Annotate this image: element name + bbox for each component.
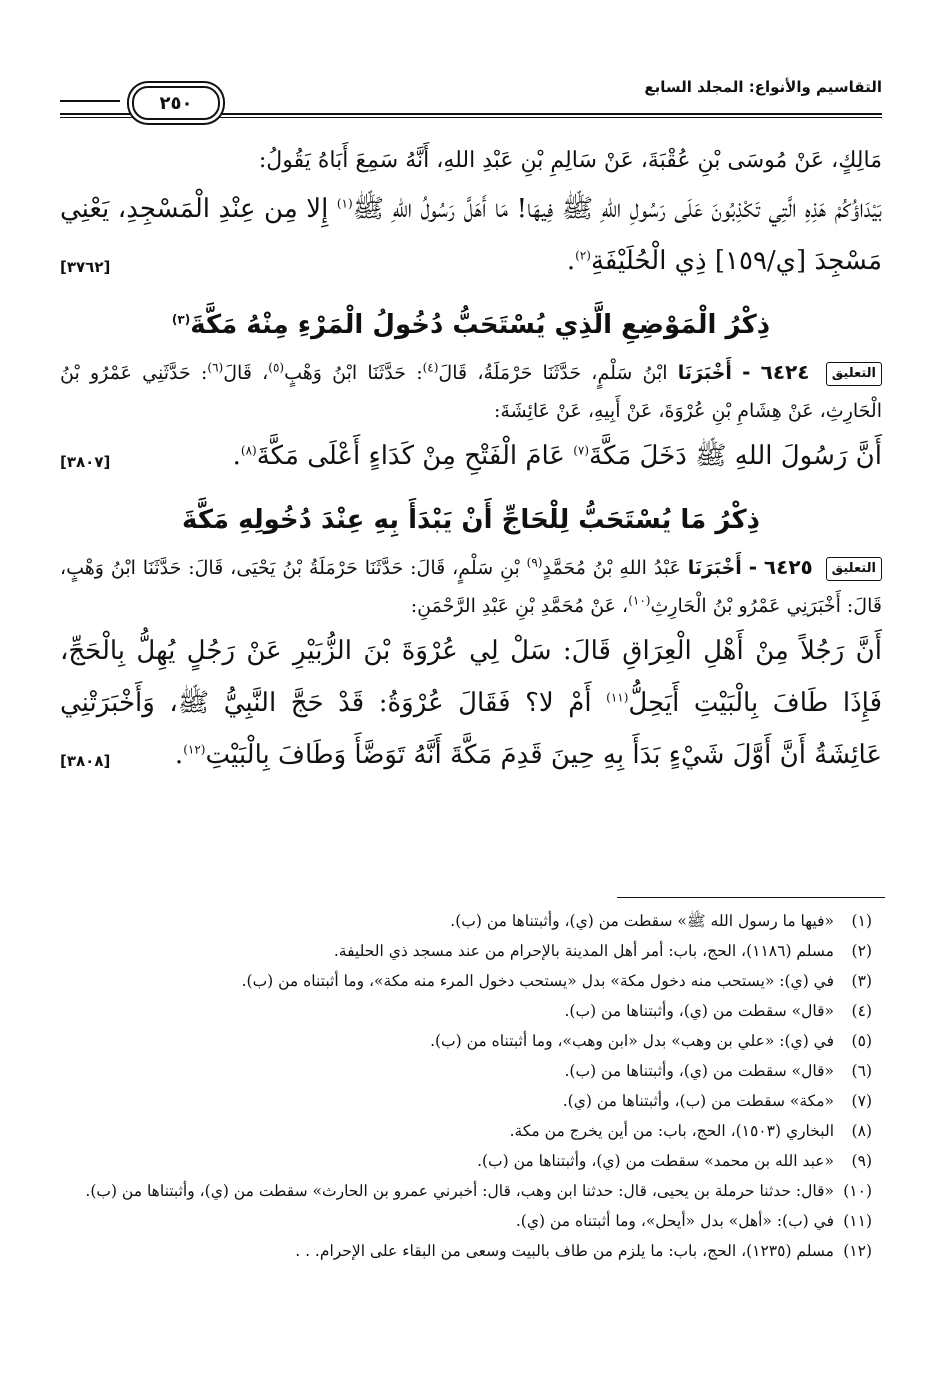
footnote-mark: (٥) [268,360,285,375]
chapter-heading [60,301,882,349]
footnote [60,966,872,996]
text-run: ابْنُ سَلْمٍ، حَدَّثَنَا حَرْمَلَةُ، قَالَ [438,362,668,384]
akhbarana-word: أَخْبَرَنَا [677,362,732,384]
text-run: حَدَّثَنِي عَمْرُو بْنُ الْحَارِثِ، عَنْ هِشَامِ بْنِ عُرْوَةَ، عَنْ أَبِيهِ، عَنْ عَائِشَةَ: [60,362,882,422]
footnote-number: (١٠) [843,1182,872,1200]
footnote-text: «قال» سقطت من (ي)، وأثبتناها من (ب). [564,1002,834,1020]
hadith-reference: [٣٨٠٨] [60,752,111,770]
footnote-number: (٧) [851,1092,872,1110]
footnote-mark: (٦) [207,360,224,375]
footnote [60,1026,872,1056]
footnote-text: مسلم (١١٨٦)، الحج، باب: أمر أهل المدينة بالإحرام من عند مسجد ذي الحليفة. [333,942,834,960]
paragraph-matn: بَيْدَاؤُكُمْ هَذِهِ الَّتِي تَكْذِبُونَ عَلَى رَسُولِ اللهِ ﷺ فِيهَا! مَا أَهَلَّ رَسُولُ اللهِ ﷺ$^{(١)}$ إِلا مِن عِنْدِ الْمَسْجِدِ، يَعْنِي مَسْجِدَ [ي/١٥٩] ذِي الْحُلَيْفَةِ$^{(٢)}$. [٣٧٦٢] [60,183,882,287]
text-run: . [232,441,241,471]
text-run: أَنَّ رَسُولَ اللهِ ﷺ دَخَلَ مَكَّةَ [589,441,882,471]
text-run: : [201,362,208,384]
footnote-mark: (١١) [606,690,629,705]
footnote [60,1206,872,1236]
footnote-number: (١١) [843,1212,872,1230]
footnotes [60,906,872,1266]
footnote-number: (٩) [851,1152,872,1170]
footnote-mark: (١٢) [183,742,206,757]
chapter-heading [60,496,882,544]
text-run: بَيْدَاؤُكُمْ هَذِهِ الَّتِي تَكْذِبُونَ عَلَى رَسُولِ اللهِ ﷺ فِيهَا! مَا أَهَلَّ رَسُولُ اللهِ ﷺ [352,194,883,224]
text-run: عَامَ الْفَتْحِ مِنْ كَدَاءٍ أَعْلَى مَكَّةَ [256,441,565,471]
text-run: : حَدَّثَنَا ابْنُ وَهْبٍ [284,362,423,384]
hadith-chain: التعليق ٦٤٢٥ - أَخْبَرَنَا عَبْدُ اللهِ بْنُ مُحَمَّدٍ$^{(٩)}$ بْنِ سَلْمٍ، قَالَ: حَدَّثَنَا حَرْمَلَةُ بْنُ يَحْيَى، قَالَ: حَدَّثَنَا ابْنُ وَهْبٍ، قَالَ: أَخْبَرَنِي عَمْرُو بْنُ الْحَارِثِ$^{(١٠)}$، عَنْ مُحَمَّدِ بْنِ عَبْدِ الرَّحْمَنِ: [60,555,882,617]
header-rule-left [60,100,120,102]
paragraph-continuation [60,138,882,183]
footnote-mark: (٤) [422,360,439,375]
footnote [60,1086,872,1116]
taliq-badge: التعليق [826,557,882,581]
text-run: أَمْ لا؟ فَقَالَ عُرْوَةُ: قَدْ حَجَّ النَّبِيُّ ﷺ، وَأَخْبَرَتْنِي عَائِشَةُ أَنَّ أَوَّلَ شَيْءٍ بَدَأَ بِهِ حِينَ قَدِمَ مَكَّةَ أَنَّهُ تَوَضَّأَ وَطَافَ بِالْبَيْتِ [60,688,882,770]
footnote-mark: (٩) [526,555,543,570]
footnote-text: مسلم (١٢٣٥)، الحج، باب: ما يلزم من طاف بالبيت وسعى من البقاء على الإحرام. . . [295,1242,834,1260]
footnote-mark: (١٠) [628,593,651,608]
text-run: ، قَالَ [223,362,269,384]
chapter-title: ذِكْرُ مَا يُسْتَحَبُّ لِلْحَاجِّ أَنْ يَبْدَأَ بِهِ عِنْدَ دُخُولِهِ مَكَّةَ [182,505,760,535]
footnote-mark: (٣) [171,312,191,327]
footnote-text: في (ي): «علي بن وهب» بدل «ابن وهب»، وما أثبتناه من (ب). [430,1032,834,1050]
text-run: مَالِكٍ، عَنْ مُوسَى بْنِ عُقْبَةَ، عَنْ سَالِمِ بْنِ عَبْدِ اللهِ، أَنَّهُ سَمِعَ أَبَاهُ يَقُولُ: [258,148,882,173]
footnote-text: «قال: حدثنا حرملة بن يحيى، قال: حدثنا ابن وهب، قال: أخبرني عمرو بن الحارث» سقطت من (ي)، وأثبتناها من (ب). [85,1182,834,1200]
hadith-matn [60,430,882,482]
footnote-number: (٣) [851,972,872,990]
text-run: بْنِ سَلْمٍ، قَالَ: حَدَّثَنَا حَرْمَلَةُ بْنُ يَحْيَى، قَالَ: [188,557,520,579]
hadith-number: ٦٤٢٥ [763,555,813,579]
footnote-number: (٢) [851,942,872,960]
footnote [60,996,872,1026]
footnote [60,1146,872,1176]
running-header [60,72,882,122]
footnote-separator [617,897,885,898]
footnote [60,1056,872,1086]
footnote-text: «قال» سقطت من (ي)، وأثبتناها من (ب). [564,1062,834,1080]
hadith-chain: التعليق ٦٤٢٤ - أَخْبَرَنَا ابْنُ سَلْمٍ، حَدَّثَنَا حَرْمَلَةُ، قَالَ$^{(٤)}$: حَدَّثَنَا ابْنُ وَهْبٍ$^{(٥)}$، قَالَ$^{(٦)}$: حَدَّثَنِي عَمْرُو بْنُ الْحَارِثِ، عَنْ هِشَامِ بْنِ عُرْوَةَ، عَنْ أَبِيهِ، عَنْ عَائِشَةَ: [60,360,882,422]
hadith-matn [60,625,882,781]
footnote [60,1176,872,1206]
footnote-number: (١٢) [843,1242,872,1260]
footnote-text: البخاري (١٥٠٣)، الحج، باب: من أين يخرج من مكة. [509,1122,834,1140]
footnote-number: (٥) [851,1032,872,1050]
page-number: ٢٥٠ [132,86,220,120]
chapter-title: ذِكْرُ الْمَوْضِعِ الَّذِي يُسْتَحَبُّ دُخُولُ الْمَرْءِ مِنْهُ مَكَّةَ [190,310,771,340]
footnote-text: «فيها ما رسول الله ﷺ» سقطت من (ي)، وأثبتناها من (ب). [450,912,834,930]
footnote-number: (٨) [851,1122,872,1140]
footnote-mark: (٢) [575,248,591,263]
footnote-number: (١) [851,912,872,930]
footnote [60,936,872,966]
footnote-mark: (١) [336,196,353,211]
footnote [60,1116,872,1146]
hadith-reference: [٣٧٦٢] [60,258,111,276]
hadith-number: ٦٤٢٤ [760,360,810,384]
footnote-text: في (ب): «أهل» بدل «أيحل»، وما أثبتناه من (ي). [515,1212,834,1230]
footnote-text: «مكة» سقطت من (ب)، وأثبتناها من (ي). [562,1092,834,1110]
footnote [60,906,872,936]
footnote-number: (٦) [851,1062,872,1080]
running-title: التقاسيم والأنواع: المجلد السابع [644,78,882,96]
taliq-badge: التعليق [826,362,882,386]
text-run: عَبْدُ اللهِ بْنُ مُحَمَّدٍ [542,557,681,579]
footnote-mark: (٧) [573,443,590,458]
footnote-text: «عبد الله بن محمد» سقطت من (ي)، وأثبتناها من (ب). [477,1152,834,1170]
text-run: أَنَّ رَجُلاً مِنْ أَهْلِ الْعِرَاقِ قَالَ: سَلْ لِي عُرْوَةَ بْنَ الزُّبَيْرِ عَنْ رَجُلٍ يُهِلُّ بِالْحَجِّ، فَإِذَا طَافَ بِالْبَيْتِ أَيَحِلُّ [60,636,883,718]
text-run: إِلا مِن عِنْدِ الْمَسْجِدِ، يَعْنِي مَسْجِدَ [ي/١٥٩] ذِي الْحُلَيْفَةِ [60,194,882,276]
main-text [60,138,882,787]
footnote [60,1236,872,1266]
text-run: ، عَنْ مُحَمَّدِ بْنِ عَبْدِ الرَّحْمَنِ: [410,595,629,617]
footnote-mark: (٨) [240,443,257,458]
footnote-number: (٤) [851,1002,872,1020]
footnote-text: في (ي): «يستحب منه دخول مكة» بدل «يستحب دخول المرء منه مكة»، وما أثبتناه من (ب). [241,972,834,990]
text-run: . [174,740,184,770]
text-run: حَدَّثَنَا ابْنُ وَهْبٍ، قَالَ: أَخْبَرَنِي عَمْرُو بْنُ الْحَارِثِ [60,557,882,617]
hadith-reference: [٣٨٠٧] [60,453,111,471]
akhbarana-word: أَخْبَرَنَا [687,557,742,579]
